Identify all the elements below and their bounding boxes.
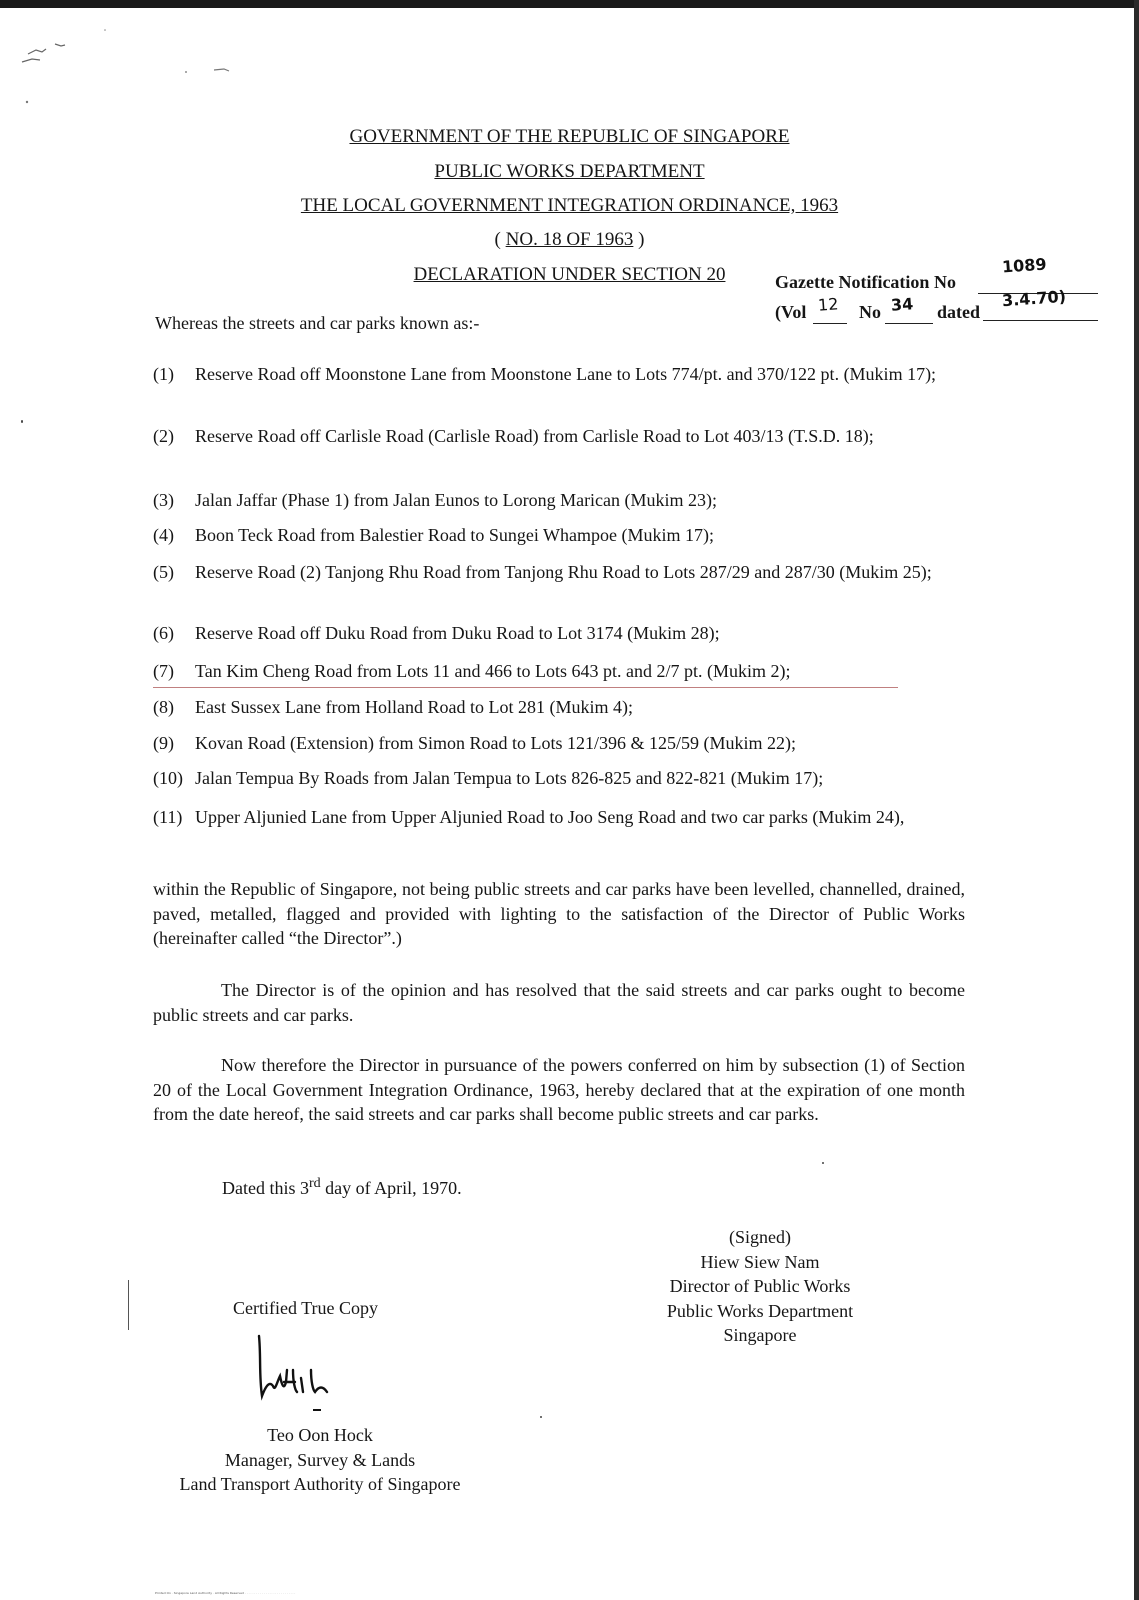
- gazette-dated-handwritten: 3.4.70): [1001, 286, 1067, 311]
- item-text: Reserve Road off Moonstone Lane from Moonstone Lane to Lots 774/pt. and 370/122 pt. (Mukim 17);: [195, 364, 937, 384]
- gazette-dated-label: dated: [937, 302, 981, 322]
- item-text: Kovan Road (Extension) from Simon Road to Lots 121/396 & 125/59 (Mukim 22);: [195, 733, 796, 753]
- item-text: Jalan Jaffar (Phase 1) from Jalan Eunos to Lorong Marican (Mukim 23);: [195, 490, 718, 510]
- gazette-vol-line: [813, 323, 847, 324]
- certifier-block: [120, 1423, 520, 1497]
- item-number: (8): [153, 697, 174, 717]
- gazette-vol-label: (Vol: [775, 302, 807, 322]
- header-ordinance: THE LOCAL GOVERNMENT INTEGRATION ORDINANCE, 1963: [300, 195, 839, 216]
- signed-label: (Signed): [729, 1227, 791, 1247]
- item-number: (3): [153, 490, 174, 510]
- paragraph-opinion: The Director is of the opinion and has resolved that the said streets and car parks ought to become public streets and car parks.: [153, 980, 965, 1025]
- gazette-label: Gazette Notification No: [775, 272, 956, 292]
- item-number: (9): [153, 733, 174, 753]
- list-item: [153, 363, 943, 386]
- certifier-title: Manager, Survey & Lands: [224, 1449, 416, 1470]
- list-item: [153, 622, 943, 645]
- intro-text: Whereas the streets and car parks known as:-: [155, 313, 480, 333]
- paren-open: (: [494, 229, 506, 250]
- scan-margin-mark: [128, 1280, 129, 1330]
- list-item: [153, 524, 943, 547]
- dated-day: 3: [300, 1178, 309, 1198]
- signatory-department: Public Works Department: [666, 1300, 854, 1321]
- item-text: Jalan Tempua By Roads from Jalan Tempua to Lots 826-825 and 822-821 (Mukim 17);: [195, 768, 824, 788]
- item-text: Tan Kim Cheng Road from Lots 11 and 466 to Lots 643 pt. and 2/7 pt. (Mukim 2);: [195, 661, 791, 681]
- header-ordinance-number: [0, 229, 1139, 251]
- header-government: GOVERNMENT OF THE REPUBLIC OF SINGAPORE: [349, 126, 790, 147]
- signatory-name: Hiew Siew Nam: [700, 1251, 820, 1272]
- scan-speck: [822, 1162, 824, 1164]
- item-text: Reserve Road off Carlisle Road (Carlisle Road) from Carlisle Road to Lot 403/13 (T.S.D. 18);: [195, 426, 874, 446]
- footer-fine-print: Printed On · Singapore Land Authority · All Rights Reserved · · · · · · · · · · · · · · · · · · · · · · · · · · ·: [155, 1591, 296, 1595]
- certifier-name: Teo Oon Hock: [267, 1425, 373, 1445]
- header-department: PUBLIC WORKS DEPARTMENT: [434, 161, 705, 182]
- paren-close: ): [633, 229, 645, 250]
- item-text: Reserve Road (2) Tanjong Rhu Road from Tanjong Rhu Road to Lots 287/29 and 287/30 (Mukim 25);: [195, 562, 932, 582]
- scan-speck: [540, 1416, 542, 1418]
- list-item: [153, 696, 943, 719]
- gazette-dated-line: [983, 320, 1098, 321]
- item-number: (6): [153, 623, 174, 643]
- gazette-no-line: [885, 323, 933, 324]
- item-number: (10): [153, 768, 183, 788]
- gazette-no-label: No: [859, 302, 881, 322]
- signatory-title: Director of Public Works: [669, 1276, 851, 1296]
- scan-speck: [21, 420, 23, 423]
- item-number: (5): [153, 562, 174, 582]
- header-declaration: DECLARATION UNDER SECTION 20: [413, 264, 726, 285]
- dated-rest: day of April, 1970.: [320, 1178, 462, 1198]
- list-item: [153, 767, 943, 790]
- signatory-block: [640, 1225, 880, 1348]
- signatory-place: Singapore: [723, 1325, 797, 1345]
- item-7-underline: [153, 687, 898, 688]
- scan-noise-marks: [0, 0, 300, 110]
- paragraph-declaration: Now therefore the Director in pursuance of the powers conferred on him by subsection (1) of Section 20 of the Local Government Integration Ordinance, 1963, hereby declared that at the expiration of one month from the date hereof, the said streets and car parks shall become public streets and car parks.: [153, 1055, 965, 1124]
- dated-ordinal: rd: [309, 1176, 321, 1191]
- list-item: [153, 425, 943, 448]
- list-item: [153, 732, 943, 755]
- gazette-vol-handwritten: 12: [817, 294, 839, 315]
- item-number: (4): [153, 525, 174, 545]
- certified-true-copy-label: Certified True Copy: [233, 1298, 379, 1318]
- certifier-organisation: Land Transport Authority of Singapore: [179, 1474, 461, 1494]
- paragraph-within: within the Republic of Singapore, not being public streets and car parks have been levelled, channelled, drained, paved, metalled, flagged and provided with lighting to the satisfaction of the Director of Public Works (hereinafter called “the Director”.): [153, 879, 965, 948]
- item-text: Reserve Road off Duku Road from Duku Road to Lot 3174 (Mukim 28);: [195, 623, 720, 643]
- item-number: (2): [153, 426, 174, 446]
- gazette-number-handwritten: 1089: [1001, 254, 1048, 277]
- item-text: Upper Aljunied Lane from Upper Aljunied Road to Joo Seng Road and two car parks (Mukim 24),: [195, 807, 905, 827]
- list-item: [153, 660, 943, 683]
- item-number: (7): [153, 661, 174, 681]
- gazette-no-handwritten: 34: [890, 294, 914, 315]
- item-number: (11): [153, 807, 183, 827]
- handwritten-signature: [253, 1330, 363, 1415]
- list-item: [153, 561, 943, 584]
- list-item: [153, 489, 943, 512]
- item-text: Boon Teck Road from Balestier Road to Sungei Whampoe (Mukim 17);: [195, 525, 714, 545]
- dated-line: [222, 1176, 462, 1199]
- ordinance-number: NO. 18 OF 1963: [505, 229, 634, 250]
- dated-prefix: Dated this: [222, 1178, 300, 1198]
- item-number: (1): [153, 364, 174, 384]
- list-item: [153, 806, 943, 829]
- item-text: East Sussex Lane from Holland Road to Lot 281 (Mukim 4);: [195, 697, 633, 717]
